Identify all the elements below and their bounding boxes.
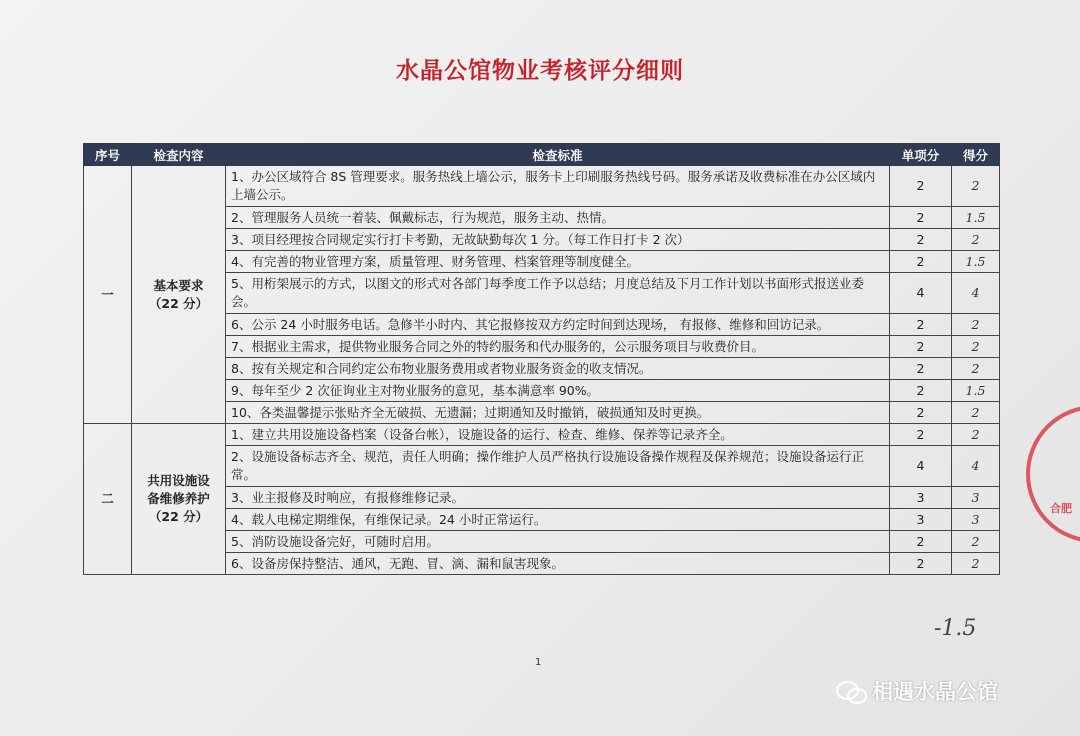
header-standard: 检查标准 <box>226 144 890 166</box>
category-line: 基本要求 <box>153 277 204 293</box>
standard-text: 9、每年至少 2 次征询业主对物业服务的意见，基本满意率 90%。 <box>226 380 890 402</box>
header-category: 检查内容 <box>132 144 226 166</box>
handwritten-score: 2 <box>952 402 1000 424</box>
category-line: （22 分） <box>148 295 209 311</box>
category-line: 共用设施设 <box>147 473 210 488</box>
item-score: 2 <box>890 336 952 358</box>
handwritten-score: 2 <box>952 314 1000 336</box>
item-score: 4 <box>890 446 952 487</box>
watermark <box>836 676 998 706</box>
handwritten-score: 2 <box>952 531 1000 553</box>
item-score: 2 <box>890 207 952 229</box>
item-score: 2 <box>890 553 952 575</box>
standard-text: 4、载人电梯定期维保，有维保记录。24 小时正常运行。 <box>226 509 890 531</box>
standard-text: 2、设施设备标志齐全、规范，责任人明确；操作维护人员严格执行设施设备操作规程及保养规范；设施设备运行正常。 <box>226 446 890 487</box>
handwritten-score: 3 <box>952 487 1000 509</box>
header-score: 得分 <box>952 144 1000 166</box>
standard-text: 5、用桁架展示的方式，以图文的形式对各部门每季度工作予以总结；月度总结及下月工作计划以书面形式报送业委会。 <box>226 273 890 314</box>
category-line: 备维修养护 <box>147 491 210 506</box>
item-score: 2 <box>890 402 952 424</box>
standard-text: 7、根据业主需求，提供物业服务合同之外的特约服务和代办服务的，公示服务项目与收费价目。 <box>226 336 890 358</box>
table-header-row <box>84 144 1000 166</box>
section-number: 二 <box>84 424 132 575</box>
standard-text: 5、消防设施设备完好，可随时启用。 <box>226 531 890 553</box>
standard-text: 1、办公区域符合 8S 管理要求。服务热线上墙公示，服务卡上印刷服务热线号码。服务承诺及收费标准在办公区域内上墙公示。 <box>226 166 890 207</box>
table-body <box>84 166 1000 575</box>
table-row <box>84 424 1000 446</box>
watermark-text: 相遇水晶公馆 <box>872 680 998 704</box>
handwritten-score: 2 <box>952 553 1000 575</box>
item-score: 2 <box>890 380 952 402</box>
page-number: 1 <box>535 657 542 668</box>
category-line: （22 分） <box>148 509 209 524</box>
standard-text: 1、建立共用设施设备档案（设备台帐），设施设备的运行、检查、维修、保养等记录齐全。 <box>226 424 890 446</box>
item-score: 2 <box>890 314 952 336</box>
header-seq: 序号 <box>84 144 132 166</box>
handwritten-score: 1.5 <box>952 207 1000 229</box>
standard-text: 3、项目经理按合同规定实行打卡考勤，无故缺勤每次 1 分。（每工作日打卡 2 次） <box>226 229 890 251</box>
handwritten-score: 4 <box>952 273 1000 314</box>
handwritten-score: 2 <box>952 336 1000 358</box>
handwritten-score: 2 <box>952 166 1000 207</box>
table-row <box>84 166 1000 207</box>
item-score: 2 <box>890 251 952 273</box>
handwritten-score: 2 <box>952 424 1000 446</box>
item-score: 4 <box>890 273 952 314</box>
standard-text: 10、各类温馨提示张贴齐全无破损、无遗漏；过期通知及时撤销，破损通知及时更换。 <box>226 402 890 424</box>
item-score: 2 <box>890 358 952 380</box>
header-item-score: 单项分 <box>890 144 952 166</box>
handwritten-score: 2 <box>952 358 1000 380</box>
section-category <box>132 424 226 575</box>
standard-text: 2、管理服务人员统一着装、佩戴标志，行为规范，服务主动、热情。 <box>226 207 890 229</box>
handwritten-score: 2 <box>952 229 1000 251</box>
standard-text: 3、业主报修及时响应，有报修维修记录。 <box>226 487 890 509</box>
wechat-icon <box>836 679 866 703</box>
seal-text: 合肥 <box>1050 502 1072 515</box>
item-score: 3 <box>890 509 952 531</box>
item-score: 2 <box>890 424 952 446</box>
handwritten-score: 4 <box>952 446 1000 487</box>
handwritten-score: 1.5 <box>952 251 1000 273</box>
section-number: 一 <box>84 166 132 424</box>
standard-text: 6、公示 24 小时服务电话。急修半小时内、其它报修按双方约定时间到达现场， 有报修、维修和回访记录。 <box>226 314 890 336</box>
handwritten-score: 1.5 <box>952 380 1000 402</box>
page-title: 水晶公馆物业考核评分细则 <box>396 58 684 84</box>
official-seal <box>1026 405 1080 543</box>
handwritten-note: -1.5 <box>934 616 977 641</box>
scoring-table <box>83 143 1000 575</box>
item-score: 2 <box>890 531 952 553</box>
standard-text: 4、有完善的物业管理方案，质量管理、财务管理、档案管理等制度健全。 <box>226 251 890 273</box>
standard-text: 6、设备房保持整洁、通风，无跑、冒、滴、漏和鼠害现象。 <box>226 553 890 575</box>
item-score: 3 <box>890 487 952 509</box>
item-score: 2 <box>890 166 952 207</box>
section-category <box>132 166 226 424</box>
handwritten-score: 3 <box>952 509 1000 531</box>
item-score: 2 <box>890 229 952 251</box>
standard-text: 8、按有关规定和合同约定公布物业服务费用或者物业服务资金的收支情况。 <box>226 358 890 380</box>
